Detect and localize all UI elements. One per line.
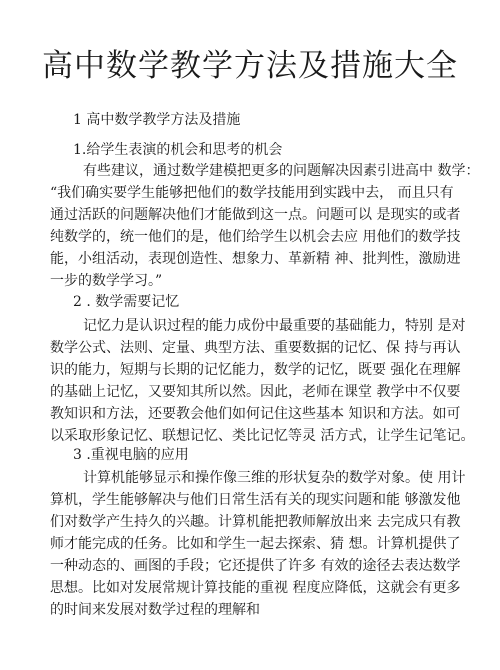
paragraph-line: 算机，学生能够解决与他们日常生活有关的现实问题和能 够激发他 bbox=[50, 492, 461, 508]
paragraph-line: 计算机能够显示和操作像三维的形状复杂的数学对象。使 用计 bbox=[83, 470, 466, 486]
section-2-paragraph bbox=[50, 315, 475, 447]
paragraph-line: 识的能力，短期与长期的记忆能力，数学的记忆，既要 强化在理解 bbox=[50, 362, 461, 378]
section-1-heading: 1.给学生表演的机会和思考的机会 bbox=[73, 142, 283, 158]
section-3-heading: 3 .重视电脑的应用 bbox=[73, 447, 189, 463]
paragraph-line: 通过活跃的问题解决他们才能做到这一点。问题可以 是现实的或者 bbox=[50, 207, 461, 223]
paragraph-line: 的时间来发展对数学过程的理解和 bbox=[50, 602, 260, 618]
paragraph-line: 记忆力是认识过程的能力成份中最重要的基础能力，特别 是对 bbox=[83, 318, 466, 334]
paragraph-line: 师才能完成的任务。比如和学生一起去探索、猜 想。计算机提供了 bbox=[50, 536, 461, 552]
paragraph-line: 的基础上记忆，又要知其所以然。因此，老师在课堂 教学中不仅要 bbox=[50, 384, 461, 400]
paragraph-line: 数学公式、法则、定量、典型方法、重要数据的记忆、保 持与再认 bbox=[50, 340, 461, 356]
paragraph-line: 纯数学的，统一他们的是，他们给学生以机会去应 用他们的数学技 bbox=[50, 229, 461, 245]
paragraph-line: 以采取形象记忆、联想记忆、类比记忆等灵 活方式，让学生记笔记。 bbox=[50, 428, 475, 444]
paragraph-line: 一种动态的、画图的手段；它还提供了许多 有效的途径去表达数学 bbox=[50, 558, 461, 574]
section-2-heading: 2 . 数学需要记忆 bbox=[73, 294, 180, 310]
toc-heading: 1 高中数学教学方法及措施 bbox=[73, 112, 241, 128]
document-title: 高中数学教学方法及措施大全 bbox=[42, 48, 458, 84]
paragraph-line: “我们确实要学生能够把他们的数学技能用到实践中去， 而且只有 bbox=[50, 185, 454, 201]
paragraph-line: 能，小组活动，表现创造性、想象力、革新精 神、批判性，激励进 bbox=[50, 251, 461, 267]
section-3-paragraph bbox=[50, 467, 466, 621]
paragraph-line: 们对数学产生持久的兴趣。计算机能把教师解放出来 去完成只有教 bbox=[50, 514, 461, 530]
paragraph-line: 有些建议，通过数学建模把更多的问题解决因素引进高中 数学： bbox=[83, 163, 480, 179]
paragraph-line: 教知识和方法，还要教会他们如何记住这些基本 知识和方法。如可 bbox=[50, 406, 461, 422]
paragraph-line: 思想。比如对发展常规计算技能的重视 程度应降低，这就会有更多 bbox=[50, 580, 461, 596]
section-1-paragraph bbox=[50, 160, 480, 292]
paragraph-line: 一步的数学学习。” bbox=[50, 273, 163, 289]
